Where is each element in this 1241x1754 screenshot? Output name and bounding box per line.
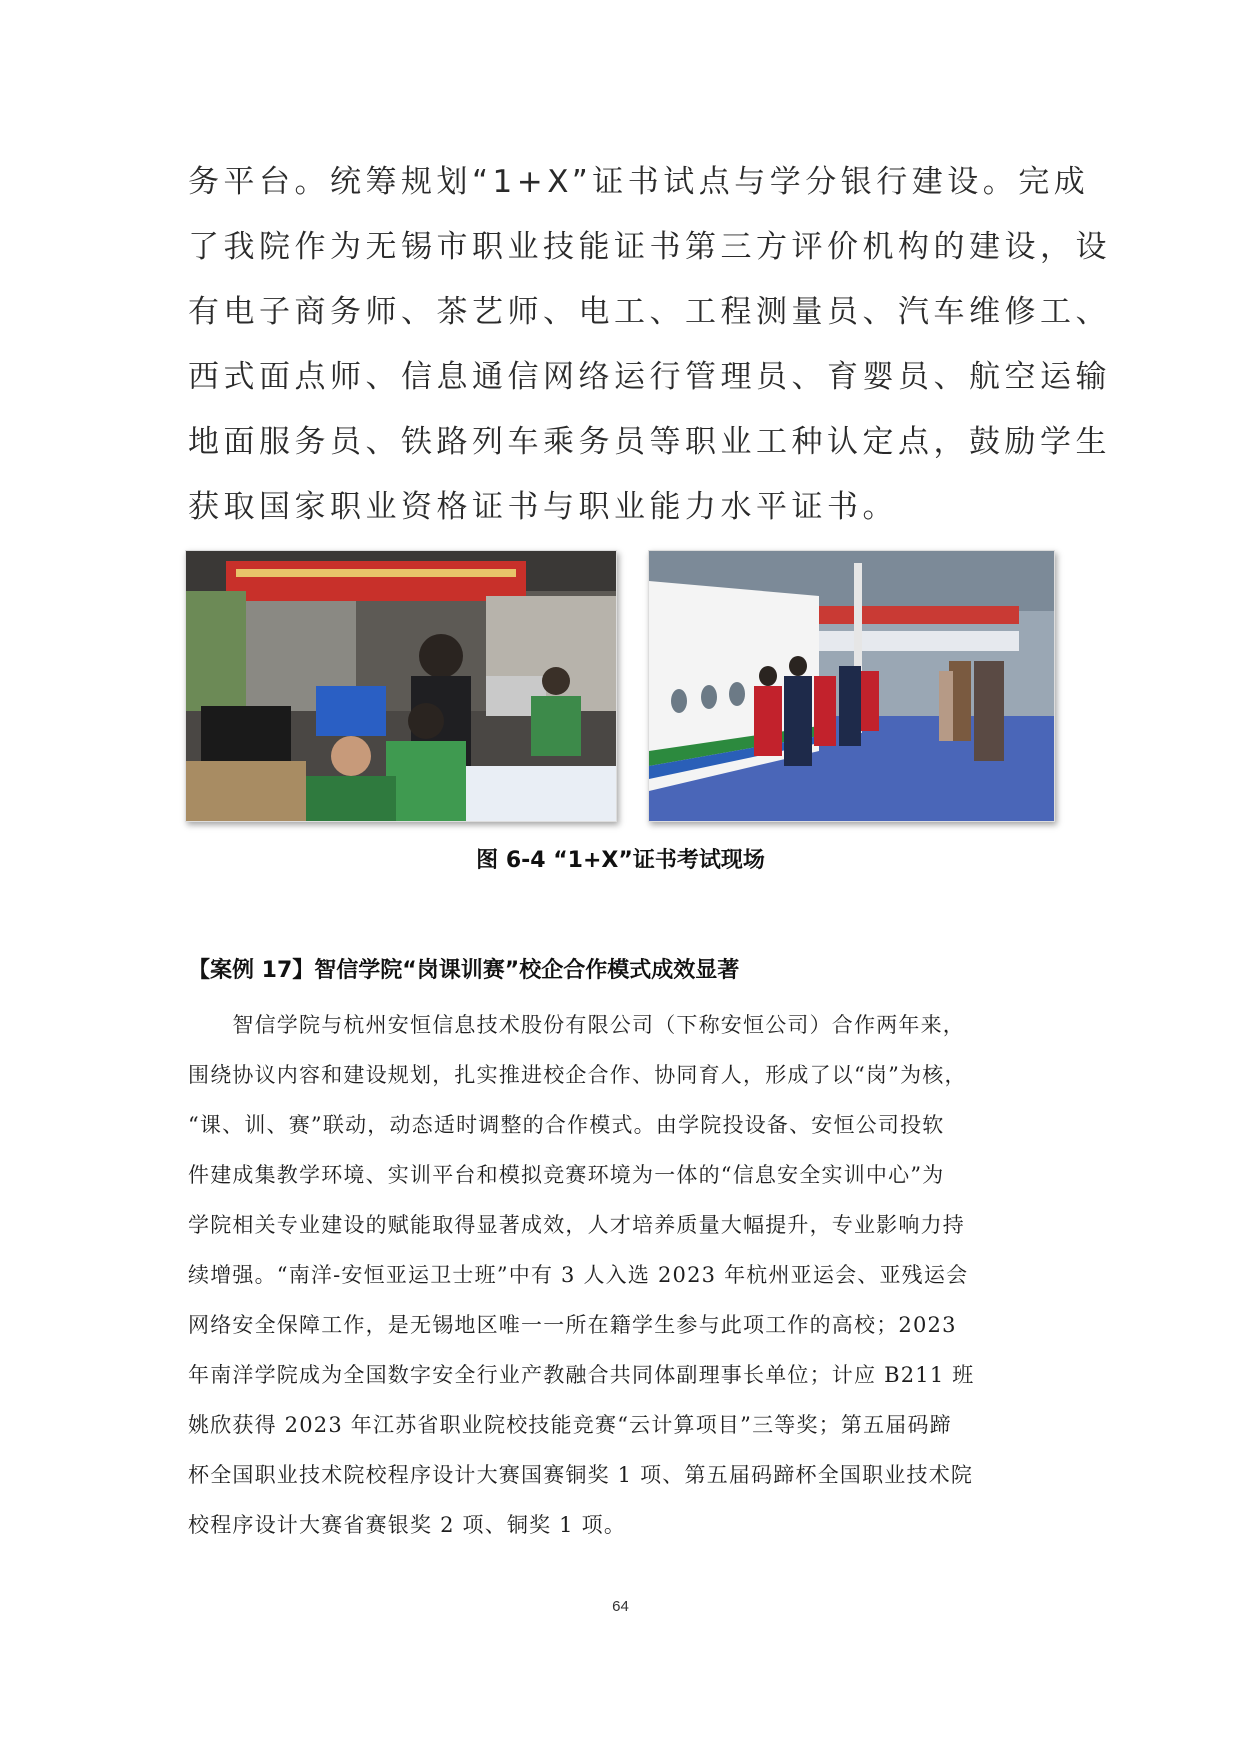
figure-caption: 图 6-4 “1+X”证书考试现场 xyxy=(476,848,765,873)
paragraph-line: 有电子商务师、茶艺师、电工、工程测量员、汽车维修工、 xyxy=(188,294,1111,330)
case-line: 校程序设计大赛省赛银奖 2 项、铜奖 1 项。 xyxy=(188,1513,627,1537)
paragraph-line: 地面服务员、铁路列车乘务员等职业工种认定点，鼓励学生 xyxy=(188,424,1111,460)
case-line: 杯全国职业技术院校程序设计大赛国赛铜奖 1 项、第五届码蹄杯全国职业技术院 xyxy=(188,1463,974,1487)
paragraph-line: 西式面点师、信息通信网络运行管理员、育婴员、航空运输 xyxy=(188,359,1111,395)
case-line: 件建成集教学环境、实训平台和模拟竞赛环境为一体的“信息安全实训中心”为 xyxy=(188,1163,945,1187)
case-line: 智信学院与杭州安恒信息技术股份有限公司（下称安恒公司）合作两年来， xyxy=(188,1013,965,1037)
paragraph-line: 获取国家职业资格证书与职业能力水平证书。 xyxy=(188,489,898,525)
case-line: 续增强。“南洋-安恒亚运卫士班”中有 3 人入选 2023 年杭州亚运会、亚残运会 xyxy=(188,1263,969,1287)
page-number: 64 xyxy=(612,1598,629,1615)
paragraph-line: 务平台。统筹规划“1+X”证书试点与学分银行建设。完成 xyxy=(188,164,1090,200)
case-body xyxy=(188,1000,1048,1550)
case-line: 学院相关专业建设的赋能取得显著成效，人才培养质量大幅提升，专业影响力持 xyxy=(188,1213,965,1237)
case-title: 【案例 17】智信学院“岗课训赛”校企合作模式成效显著 xyxy=(188,958,740,983)
case-line: “课、训、赛”联动，动态适时调整的合作模式。由学院投设备、安恒公司投软 xyxy=(188,1113,945,1137)
case-line: 姚欣获得 2023 年江苏省职业院校技能竞赛“云计算项目”三等奖；第五届码蹄 xyxy=(188,1413,952,1437)
case-line: 年南洋学院成为全国数字安全行业产教融合共同体副理事长单位；计应 B211 班 xyxy=(188,1363,975,1387)
paragraph-line: 了我院作为无锡市职业技能证书第三方评价机构的建设，设 xyxy=(188,229,1111,265)
case-line: 网络安全保障工作，是无锡地区唯一一所在籍学生参与此项工作的高校；2023 xyxy=(188,1313,957,1337)
aviation-exam-photo xyxy=(648,550,1055,822)
exam-lab-photo xyxy=(185,550,617,822)
case-line: 围绕协议内容和建设规划，扎实推进校企合作、协同育人，形成了以“岗”为核， xyxy=(188,1063,967,1087)
body-paragraph-top xyxy=(188,150,1111,540)
